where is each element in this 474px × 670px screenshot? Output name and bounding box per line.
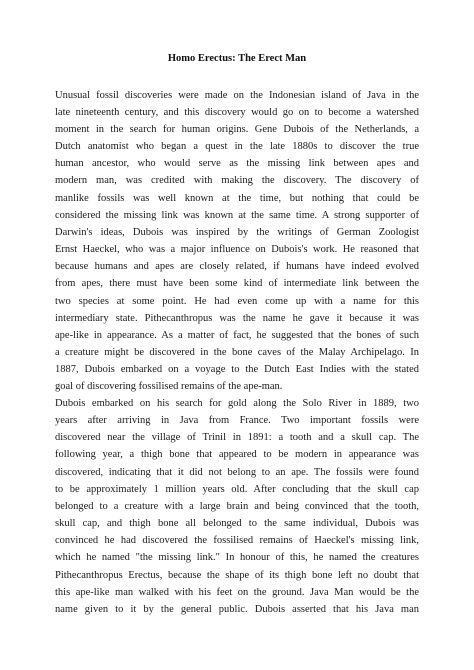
body-line: years after arriving in Java from France. Two important fossils were	[55, 415, 419, 426]
body-line: skull cap, and thigh bone all belonged to the same individual, Dubois was	[55, 518, 419, 529]
body-line: because humans and apes are closely related, if humans have indeed evolved	[55, 261, 419, 272]
body-line: Dubois embarked on his search for gold along the Solo River in 1889, two	[55, 398, 419, 409]
body-line: a creature might be discovered in the bone caves of the Malay Archipelago. In	[55, 347, 419, 358]
body-line: Darwin's ideas, Dubois was inspired by the writings of German Zoologist	[55, 227, 419, 238]
body-line: Pithecanthropus Erectus, because the shape of its thigh bone left no doubt that	[55, 570, 419, 581]
body-line: modern man, was credited with making the discovery. The discovery of	[55, 175, 419, 186]
body-line: 1887, Dubois embarked on a voyage to the Dutch East Indies with the stated	[55, 364, 419, 375]
body-line: convinced he had discovered the fossilised remains of Haeckel's missing link,	[55, 535, 419, 546]
body-line: discovered, indicating that it did not belong to an ape. The fossils were found	[55, 467, 419, 478]
body-line: considered the missing link was known at the same time. A strong supporter of	[55, 210, 419, 221]
body-line: Dutch anatomist who began a quest in the late 1880s to discover the true	[55, 141, 419, 152]
body-line: Unusual fossil discoveries were made on the Indonesian island of Java in the	[55, 90, 419, 101]
body-line: goal of discovering fossilised remains of the ape-man.	[55, 381, 283, 392]
body-line: discovered near the village of Trinil in 1891: a tooth and a skull cap. The	[55, 432, 419, 443]
body-line: human ancestor, who would serve as the missing link between apes and	[55, 158, 419, 169]
body-line: following year, a thigh bone that appeared to be modern in appearance was	[55, 449, 419, 460]
body-line: name given to it by the general public. Dubois asserted that his Java man	[55, 604, 419, 615]
body-line: this ape-like man walked with his feet on the ground. Java Man would be the	[55, 587, 419, 598]
body-line: intermediary state. Pithecanthropus was the name he gave it because it was	[55, 313, 419, 324]
body-line: from apes, there must have been some kind of intermediate link between the	[55, 278, 419, 289]
body-line: belonged to a creature with a large brain and being convinced that the tooth,	[55, 501, 419, 512]
body-line: to be approximately 1 million years old. After concluding that the skull cap	[55, 484, 419, 495]
body-line: moment in the search for human origins. Gene Dubois of the Netherlands, a	[55, 124, 419, 135]
body-line: ape-like in appearance. As a matter of fact, he suggested that the bones of such	[55, 330, 419, 341]
body-line: which he named "the missing link." In honour of this, he named the creatures	[55, 552, 419, 563]
body-line: manlike fossils was well known at the time, but nothing that could be	[55, 193, 419, 204]
body-line: late nineteenth century, and this discovery would go on to become a watershed	[55, 107, 419, 118]
body-line: two species at some point. He had even come up with a name for this	[55, 296, 419, 307]
document-title: Homo Erectus: The Erect Man	[167, 53, 307, 64]
body-line: Ernst Haeckel, who was a major influence on Dubois's work. He reasoned that	[55, 244, 419, 255]
